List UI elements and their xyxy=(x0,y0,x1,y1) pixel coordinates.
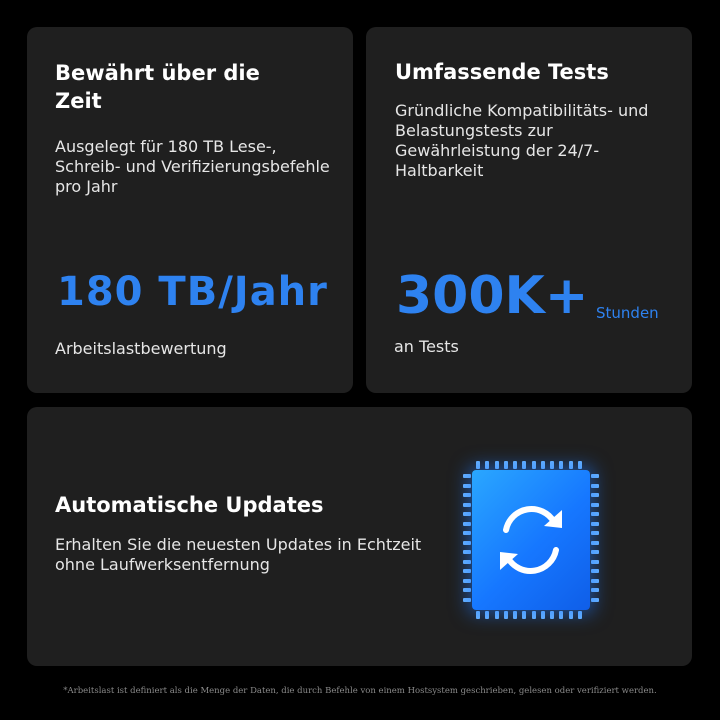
card-title: Umfassende Tests xyxy=(395,60,609,84)
chip-pin xyxy=(463,503,471,507)
chip-pin xyxy=(504,611,508,619)
testing-card xyxy=(366,27,692,393)
chip-pin xyxy=(578,611,582,619)
chip-pin xyxy=(463,474,471,478)
chip-pin xyxy=(591,579,599,583)
stat-unit: Stunden xyxy=(596,304,659,322)
chip-pin xyxy=(485,461,489,469)
chip-pin xyxy=(513,611,517,619)
chip-pin xyxy=(591,531,599,535)
card-description: Ausgelegt für 180 TB Lese-, Schreib- und Verifizierungsbefehle pro Jahr xyxy=(55,137,330,196)
chip-pin xyxy=(463,484,471,488)
chip-pin xyxy=(463,569,471,573)
testing-hours-stat: 300K+ xyxy=(396,266,589,326)
chip-pin xyxy=(541,611,545,619)
chip-pin xyxy=(541,461,545,469)
chip-pin xyxy=(591,474,599,478)
workload-card xyxy=(27,27,353,393)
chip-pin xyxy=(569,611,573,619)
chip-pin xyxy=(463,560,471,564)
chip-pin xyxy=(591,588,599,592)
chip-pin xyxy=(591,598,599,602)
chip-pin xyxy=(463,531,471,535)
chip-pin xyxy=(495,461,499,469)
card-title: Automatische Updates xyxy=(55,493,324,517)
chip-pin xyxy=(591,569,599,573)
chip-pin xyxy=(463,493,471,497)
refresh-icon xyxy=(472,470,590,610)
chip-refresh-icon xyxy=(462,460,600,620)
chip-pin xyxy=(476,461,480,469)
card-title: Bewährt über die Zeit xyxy=(55,61,260,113)
chip-pin xyxy=(591,550,599,554)
chip-pin xyxy=(463,541,471,545)
chip-pin xyxy=(559,611,563,619)
chip-pin xyxy=(532,461,536,469)
chip-pin xyxy=(463,512,471,516)
chip-pin xyxy=(550,461,554,469)
stat-caption: Arbeitslastbewertung xyxy=(55,339,227,358)
chip-pin xyxy=(463,598,471,602)
chip-pin xyxy=(591,522,599,526)
chip-pin xyxy=(550,611,554,619)
chip-pin xyxy=(569,461,573,469)
chip-pin xyxy=(578,461,582,469)
chip-pin xyxy=(591,541,599,545)
card-description: Gründliche Kompatibilitäts- und Belastungstests zur Gewährleistung der 24/7-Haltbarkeit xyxy=(395,101,649,180)
chip-pin xyxy=(463,588,471,592)
stat-caption: an Tests xyxy=(394,337,459,356)
chip-pin xyxy=(513,461,517,469)
chip-pin xyxy=(485,611,489,619)
card-description: Erhalten Sie die neuesten Updates in Echtzeit ohne Laufwerksentfernung xyxy=(55,535,422,574)
chip-pin xyxy=(591,503,599,507)
chip-pin xyxy=(591,484,599,488)
chip-pin xyxy=(504,461,508,469)
chip-pin xyxy=(522,611,526,619)
chip-pin xyxy=(591,560,599,564)
workload-stat: 180 TB/Jahr xyxy=(57,269,328,315)
chip-pin xyxy=(559,461,563,469)
chip-pin xyxy=(463,550,471,554)
footnote: *Arbeitslast ist definiert als die Menge der Daten, die durch Befehle von einem Hostsystem geschrieben, gelesen oder verifiziert werden. xyxy=(63,686,657,696)
chip-pin xyxy=(495,611,499,619)
chip-body xyxy=(472,470,590,610)
chip-pin xyxy=(476,611,480,619)
chip-pin xyxy=(463,579,471,583)
chip-pin xyxy=(522,461,526,469)
chip-pin xyxy=(591,493,599,497)
chip-pin xyxy=(591,512,599,516)
chip-pin xyxy=(463,522,471,526)
chip-pin xyxy=(532,611,536,619)
